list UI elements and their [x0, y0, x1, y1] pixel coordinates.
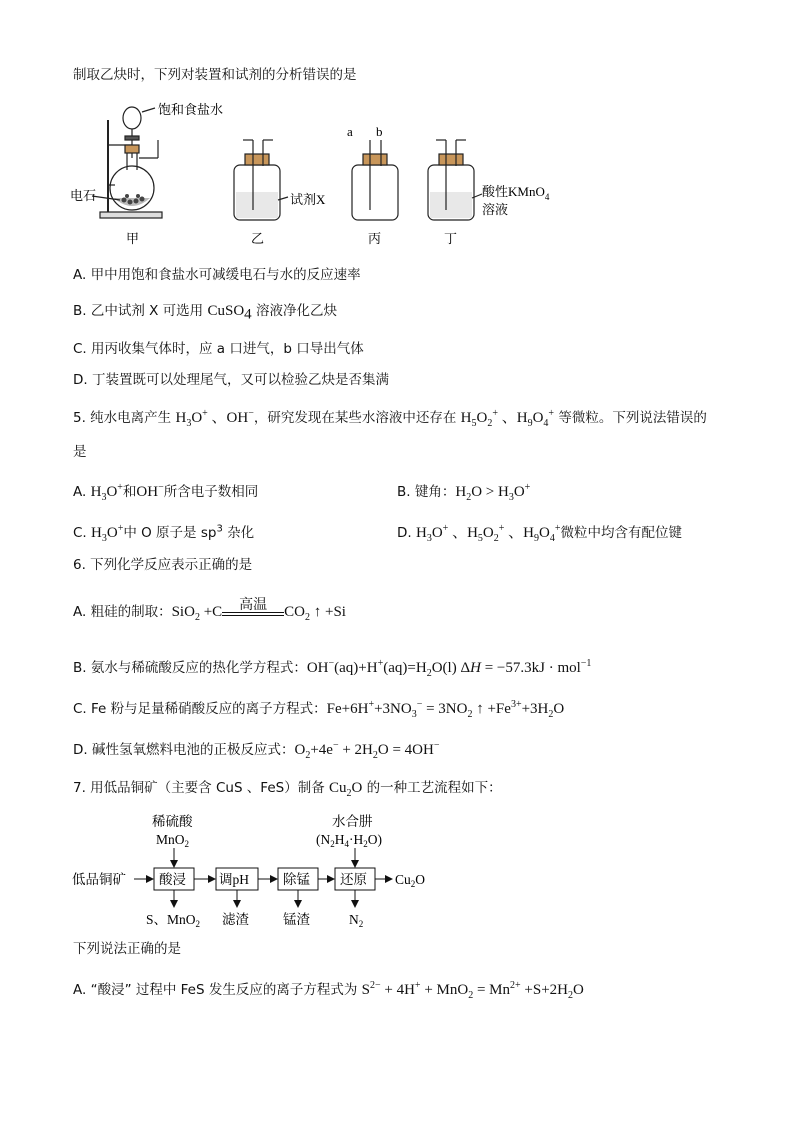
output-n2: $N_2$	[349, 912, 364, 929]
caption-ding: 丁	[444, 231, 458, 246]
q4-option-b: B. 乙中试剂 X 可选用 CuSO$_4$ 溶液净化乙炔	[73, 303, 337, 323]
output-mn-residue: 锰渣	[283, 912, 310, 927]
q5-option-a: A. $H_3O^+$和OH−所含电子数相同	[73, 482, 259, 503]
caption-yi: 乙	[251, 231, 265, 246]
product-cu2o: $Cu_2O$	[395, 872, 426, 889]
label-calcium-carbide: 电石	[70, 188, 97, 203]
q6-stem: 6. 下列化学反应表示正确的是	[73, 557, 253, 573]
q7-question: 下列说法正确的是	[73, 941, 181, 957]
q6-option-c: C. Fe 粉与足量稀硝酸反应的离子方程式：$Fe+6H^++3NO_3^- = 3NO_2$ ↑ $+Fe^{3+}+3H_2O$	[73, 699, 565, 720]
input-mno2: MnO$_2$	[156, 832, 190, 849]
q7-stem: 7. 用低品铜矿（主要含 CuS 、FeS）制备 $Cu_2O$ 的一种工艺流程如下：	[73, 780, 502, 799]
q4-option-d: D. 丁装置既可以处理尾气，又可以检验乙炔是否集满	[73, 372, 389, 388]
q6-option-a: A. 粗硅的制取：SiO$_2$ +C 高温 $CO_2$ ↑ +Si	[73, 597, 346, 623]
q5-option-b: B. 键角：$H_2O > H_3O^+$	[397, 482, 531, 503]
separatory-funnel	[123, 107, 141, 129]
caption-bing: 丙	[368, 231, 382, 246]
input-dilute-sulfuric-acid: 稀硫酸	[152, 814, 193, 829]
process-flow-diagram	[70, 810, 450, 935]
q6-option-d: D. 碱性氢氧燃料电池的正极反应式：$O_2+4e^- + 2H_2O = 4OH^-$	[73, 740, 440, 761]
stand-base	[100, 212, 162, 218]
label-a: a	[347, 124, 353, 139]
input-hydrazine-formula: $(N_2H_4\cdot H_2O)$	[316, 832, 382, 849]
step-remove-mn-label: 除锰	[283, 872, 310, 887]
label-saturated-brine: 饱和食盐水	[158, 102, 224, 117]
q6-option-b: B. 氨水与稀硫酸反应的热化学方程式：$OH^-(aq)+H^+(aq)=H_2O(l) \Delta H = -57.3kJ \cdot mol^{-1}$	[73, 658, 592, 679]
start-ore: 低品铜矿	[72, 872, 126, 887]
label-b: b	[376, 124, 383, 139]
q7-option-a: A. “酸浸” 过程中 FeS 发生反应的离子方程式为 $S^{2-} + 4H^+ + MnO_2 = Mn^{2+} +S+2H_2O$	[73, 980, 584, 1001]
q4-option-a: A. 甲中用饱和食盐水可减缓电石与水的反应速率	[73, 267, 361, 283]
output-filter-residue: 滤渣	[222, 912, 249, 927]
q5-option-c: C. $H_3O^+$中 O 原子是 $sp^3$ 杂化	[73, 523, 255, 544]
label-reagent-x: 试剂X	[290, 192, 326, 207]
bottle-bing	[352, 165, 398, 220]
label-solution: 溶液	[482, 202, 509, 217]
reaction-condition: 高温	[239, 597, 268, 613]
q5-stem: 5. 纯水电离产生 $H_3O^+$ 、OH−，研究发现在某些水溶液中还存在 $H_5O_2^+$ 、$H_9O_4^+$ 等微粒。下列说法错误的	[73, 408, 707, 429]
label-kmno4: 酸性KMnO$_4$	[482, 184, 550, 202]
output-s-mno2: S、MnO$_2$	[146, 912, 201, 929]
caption-jia: 甲	[126, 231, 140, 246]
q5-option-d: D. $H_3O^+$ 、$H_5O_2^+$ 、$H_9O_4^+$微粒中均含有配位键	[397, 523, 682, 544]
q4-option-c: C. 用丙收集气体时，应 a 口进气，b 口导出气体	[73, 341, 364, 357]
q5-stem-line2: 是	[73, 444, 87, 460]
input-hydrazine: 水合肼	[332, 814, 373, 829]
apparatus-figure	[70, 100, 570, 250]
q4-stem: 制取乙炔时，下列对装置和试剂的分析错误的是	[73, 67, 357, 83]
step-reduce-label: 还原	[340, 872, 367, 887]
step-adjust-ph-label: 调pH	[219, 872, 249, 887]
step-acid-leach-label: 酸浸	[159, 872, 186, 887]
